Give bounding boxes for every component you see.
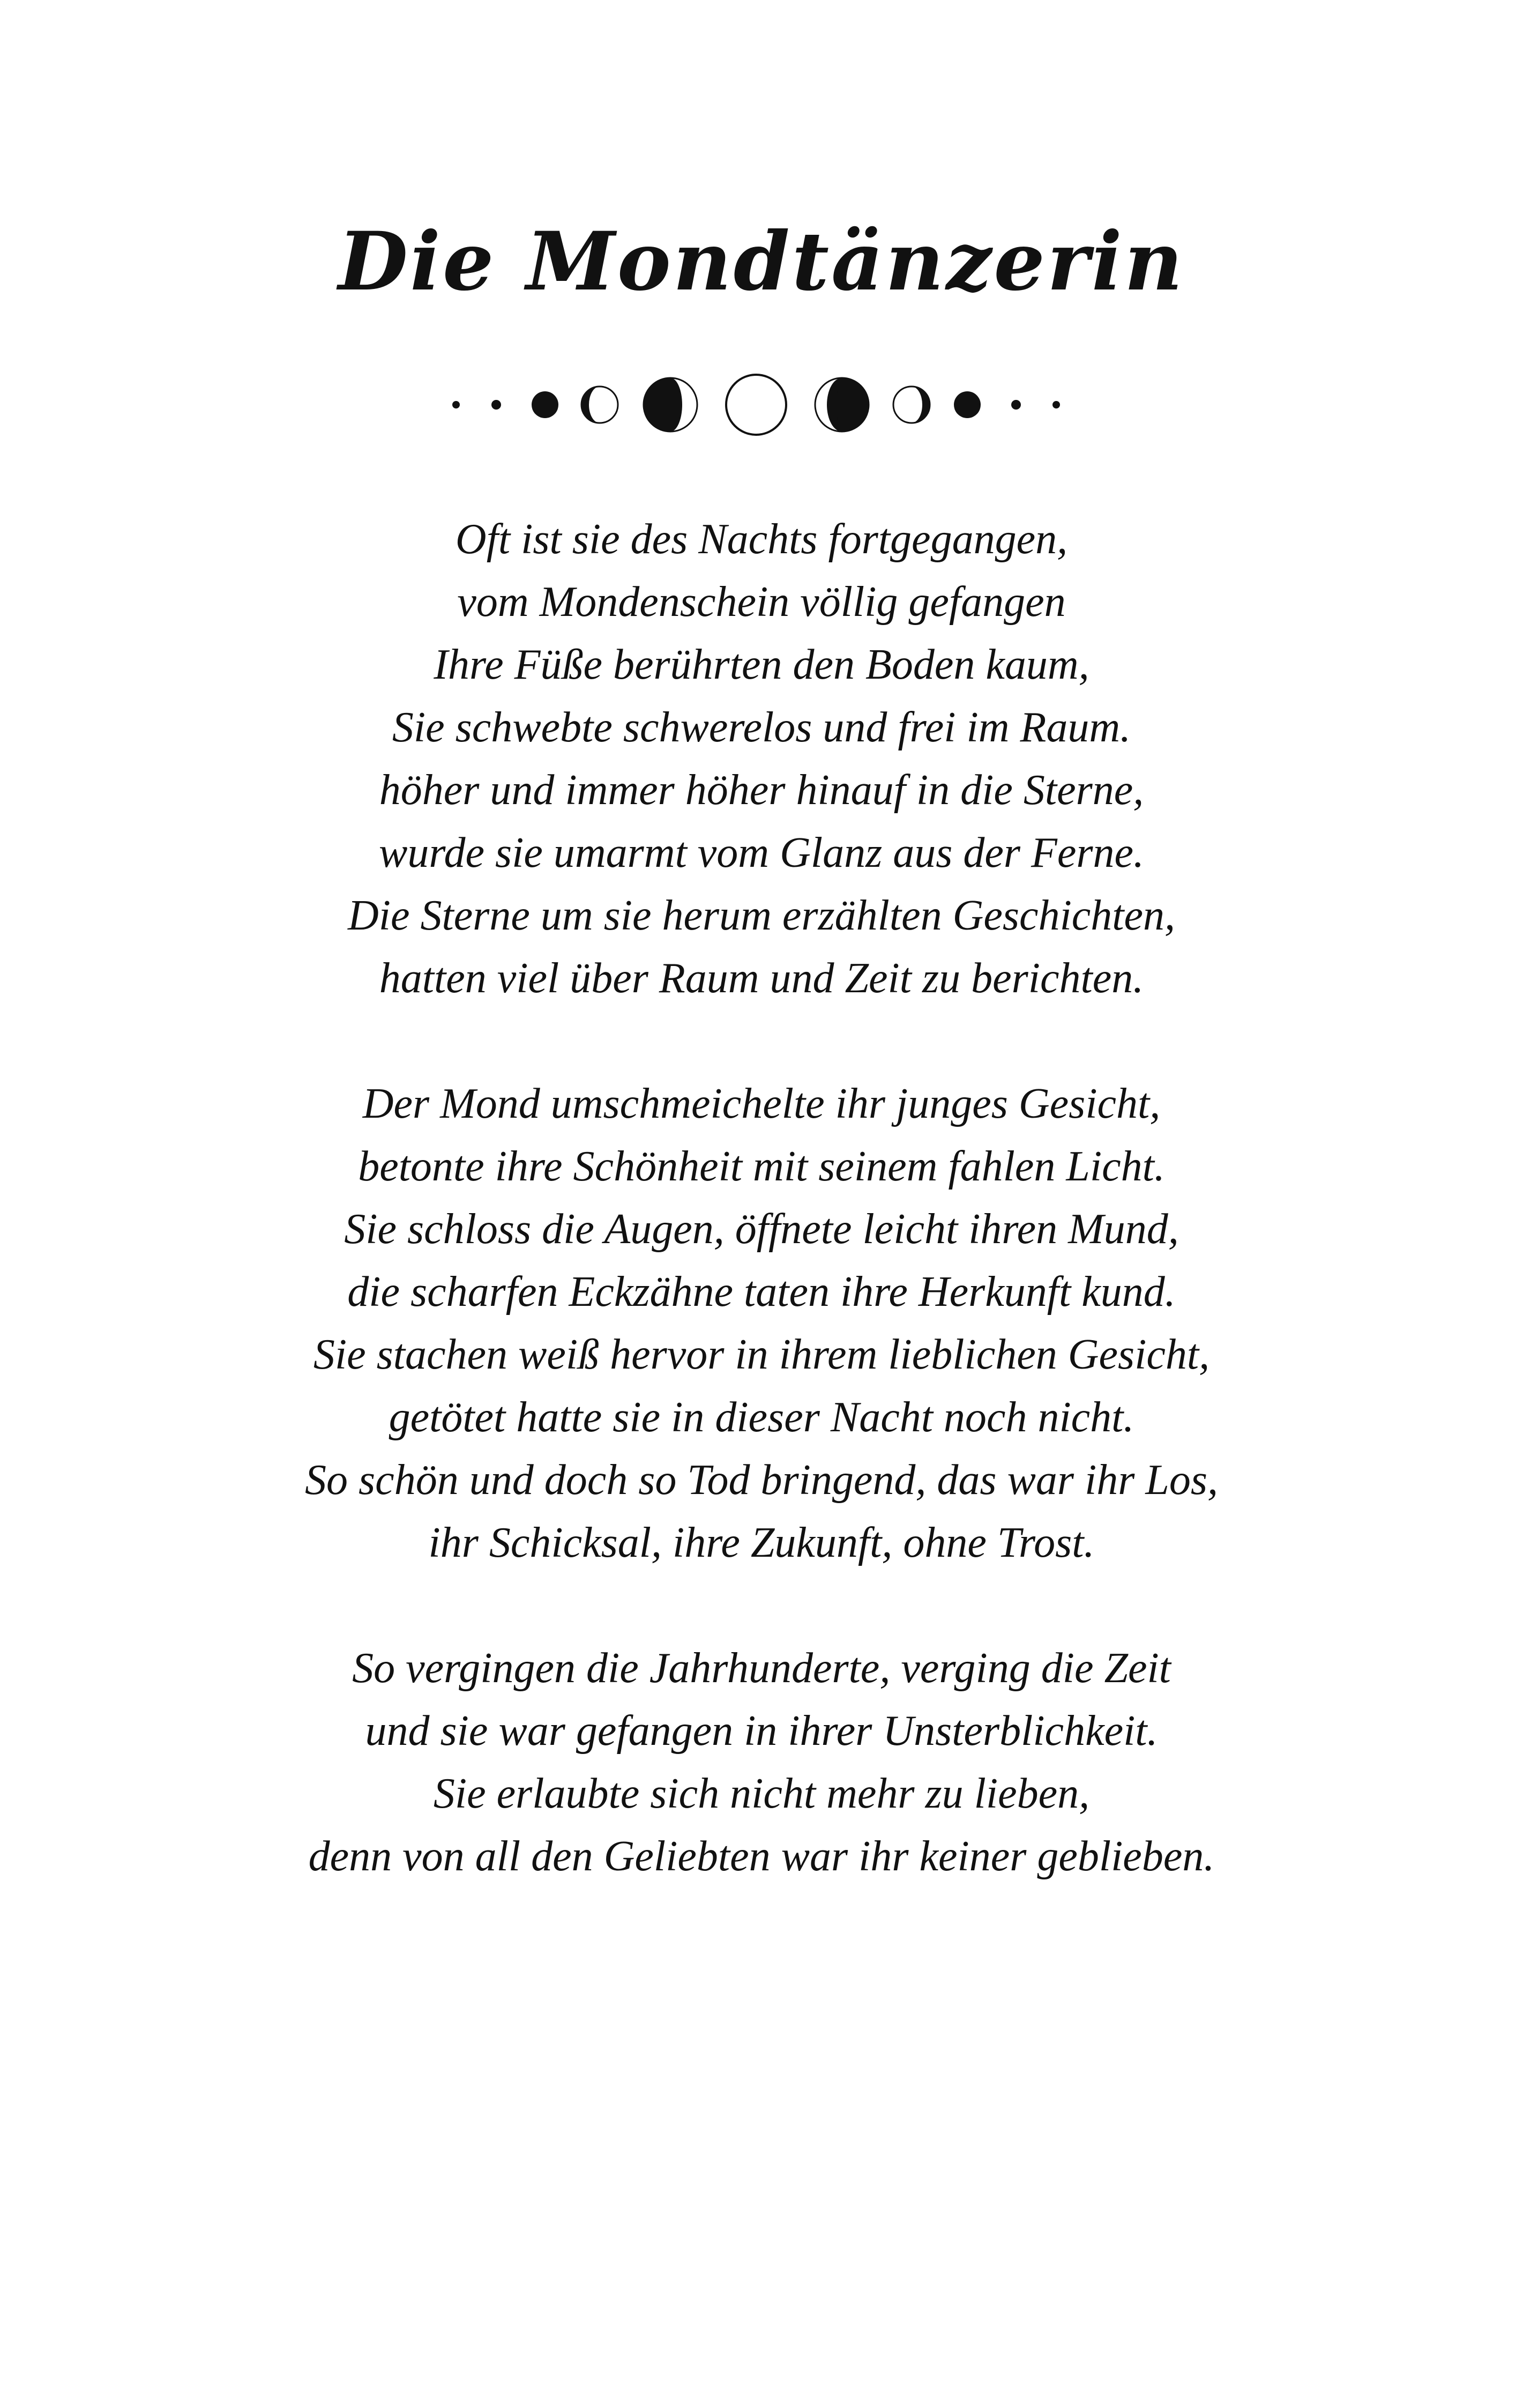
poem-line: ihr Schicksal, ihre Zukunft, ohne Trost. xyxy=(428,1519,1095,1566)
poem-line: Die Sterne um sie herum erzählten Geschichten, xyxy=(347,892,1176,939)
stanza xyxy=(0,1637,1523,1888)
poem-line: Sie schwebte schwerelos und frei im Raum. xyxy=(392,704,1131,751)
poem-line: So schön und doch so Tod bringend, das war ihr Los, xyxy=(305,1456,1218,1504)
full-moon-dark-icon xyxy=(532,391,558,418)
poem-line: Ihre Füße berührten den Boden kaum, xyxy=(434,641,1089,688)
small-dot-icon xyxy=(1052,401,1060,408)
crescent-icon xyxy=(581,387,618,423)
poem-line: So vergingen die Jahrhunderte, verging die Zeit xyxy=(352,1645,1171,1692)
moon-phases-ornament xyxy=(440,365,1072,445)
poem-body xyxy=(0,508,1523,1951)
poem-line: wurde sie umarmt vom Glanz aus der Ferne. xyxy=(378,829,1144,876)
poem-line: vom Mondenschein völlig gefangen xyxy=(457,578,1066,626)
crescent-icon xyxy=(893,387,930,423)
full-moon-dark-icon xyxy=(954,391,981,418)
poem-line: denn von all den Geliebten war ihr keiner geblieben. xyxy=(308,1833,1215,1880)
small-dot-icon xyxy=(491,400,501,410)
poem-line: Oft ist sie des Nachts fortgegangen, xyxy=(455,516,1068,563)
stanza xyxy=(0,508,1523,1010)
poem-line: betonte ihre Schönheit mit seinem fahlen Licht. xyxy=(358,1143,1165,1190)
poem-line: Sie stachen weiß hervor in ihrem lieblichen Gesicht, xyxy=(313,1331,1210,1378)
small-dot-icon xyxy=(452,401,460,408)
full-moon-outline-icon xyxy=(726,375,786,435)
half-moon-icon xyxy=(815,378,869,432)
poem-line: Sie erlaubte sich nicht mehr zu lieben, xyxy=(433,1770,1090,1817)
stanza xyxy=(0,1073,1523,1574)
poem-title: Die Mondtänzerin xyxy=(338,214,1185,309)
poem-line: getötet hatte sie in dieser Nacht noch nicht. xyxy=(389,1394,1134,1441)
poem-line: und sie war gefangen in ihrer Unsterblichkeit. xyxy=(365,1707,1158,1755)
poem-line: Sie schloss die Augen, öffnete leicht ihren Mund, xyxy=(344,1206,1179,1253)
poem-line: Der Mond umschmeichelte ihr junges Gesicht, xyxy=(362,1080,1161,1127)
poem-line: die scharfen Eckzähne taten ihre Herkunft kund. xyxy=(347,1268,1176,1316)
poem-line: hatten viel über Raum und Zeit zu berichten. xyxy=(379,955,1144,1002)
half-moon-icon xyxy=(644,378,697,432)
poem-line: höher und immer höher hinauf in die Sterne, xyxy=(379,767,1144,814)
small-dot-icon xyxy=(1011,400,1021,410)
